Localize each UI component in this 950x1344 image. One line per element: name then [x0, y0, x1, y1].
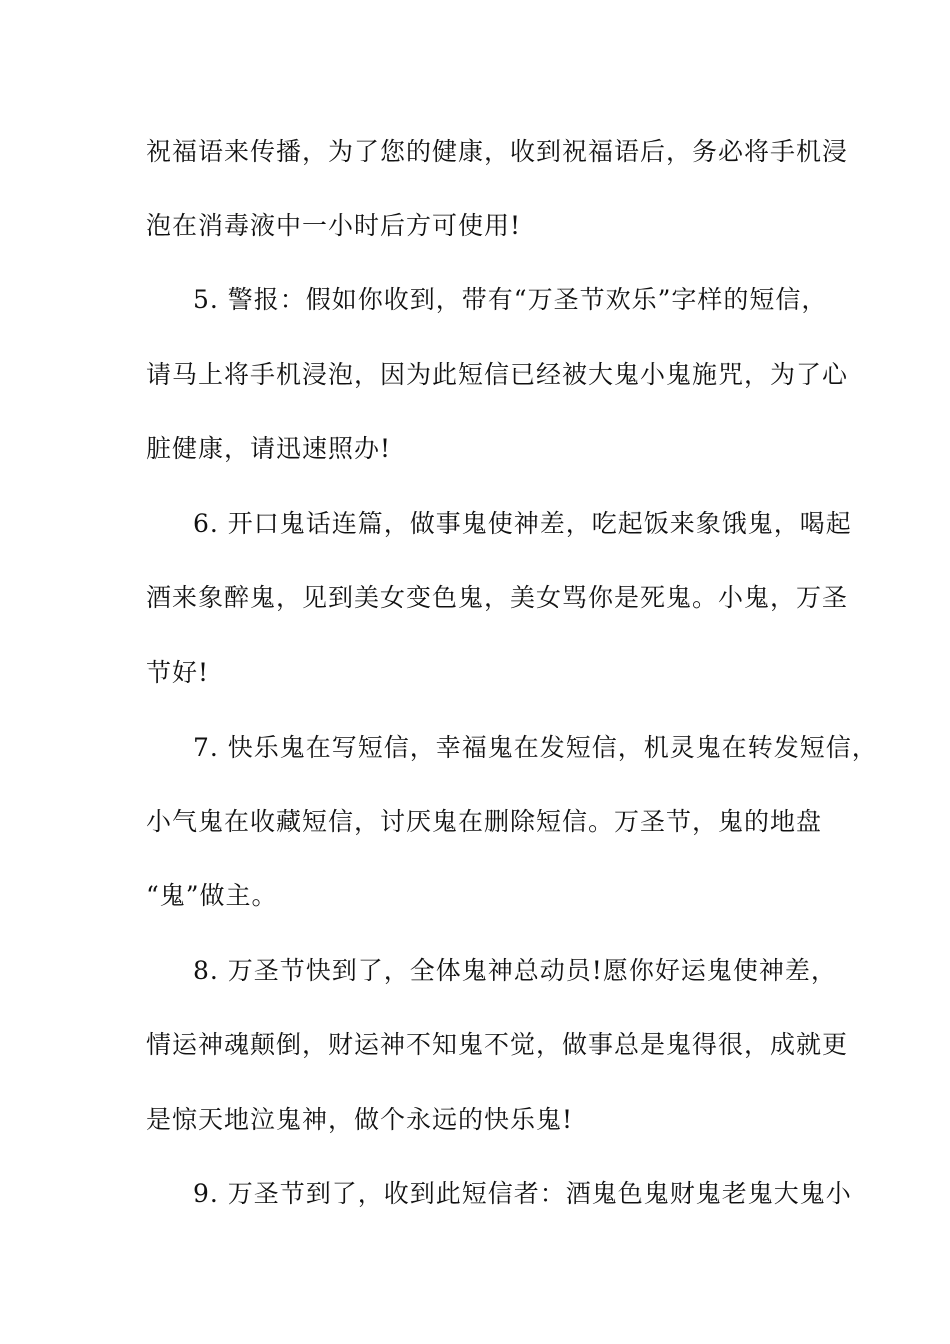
list-item-9: 9. 万圣节到了，收到此短信者：酒鬼色鬼财鬼老鬼大鬼小 [193, 1179, 852, 1208]
list-item-7: 7. 快乐鬼在写短信，幸福鬼在发短信，机灵鬼在转发短信， [193, 733, 878, 762]
text-line: 酒来象醉鬼，见到美女变色鬼，美女骂你是死鬼。小鬼，万圣 [146, 583, 849, 612]
list-item-6: 6. 开口鬼话连篇，做事鬼使神差，吃起饭来象饿鬼，喝起 [193, 509, 852, 538]
text-line: 泡在消毒液中一小时后方可使用! [146, 211, 522, 240]
text-line: “鬼”做主。 [146, 881, 278, 910]
text-line: 节好! [146, 658, 210, 687]
text-line: 是惊天地泣鬼神，做个永远的快乐鬼! [146, 1105, 574, 1134]
text-line: 请马上将手机浸泡，因为此短信已经被大鬼小鬼施咒，为了心 [146, 360, 849, 389]
text-line: 小气鬼在收藏短信，讨厌鬼在删除短信。万圣节，鬼的地盘 [146, 807, 823, 836]
text-line: 脏健康，请迅速照办! [146, 434, 392, 463]
text-line: 祝福语来传播，为了您的健康，收到祝福语后，务必将手机浸 [146, 137, 849, 166]
list-item-8: 8. 万圣节快到了，全体鬼神总动员!愿你好运鬼使神差， [193, 956, 837, 985]
list-item-5: 5. 警报：假如你收到，带有“万圣节欢乐”字样的短信， [193, 285, 828, 314]
text-line: 情运神魂颠倒，财运神不知鬼不觉，做事总是鬼得很，成就更 [146, 1030, 849, 1059]
